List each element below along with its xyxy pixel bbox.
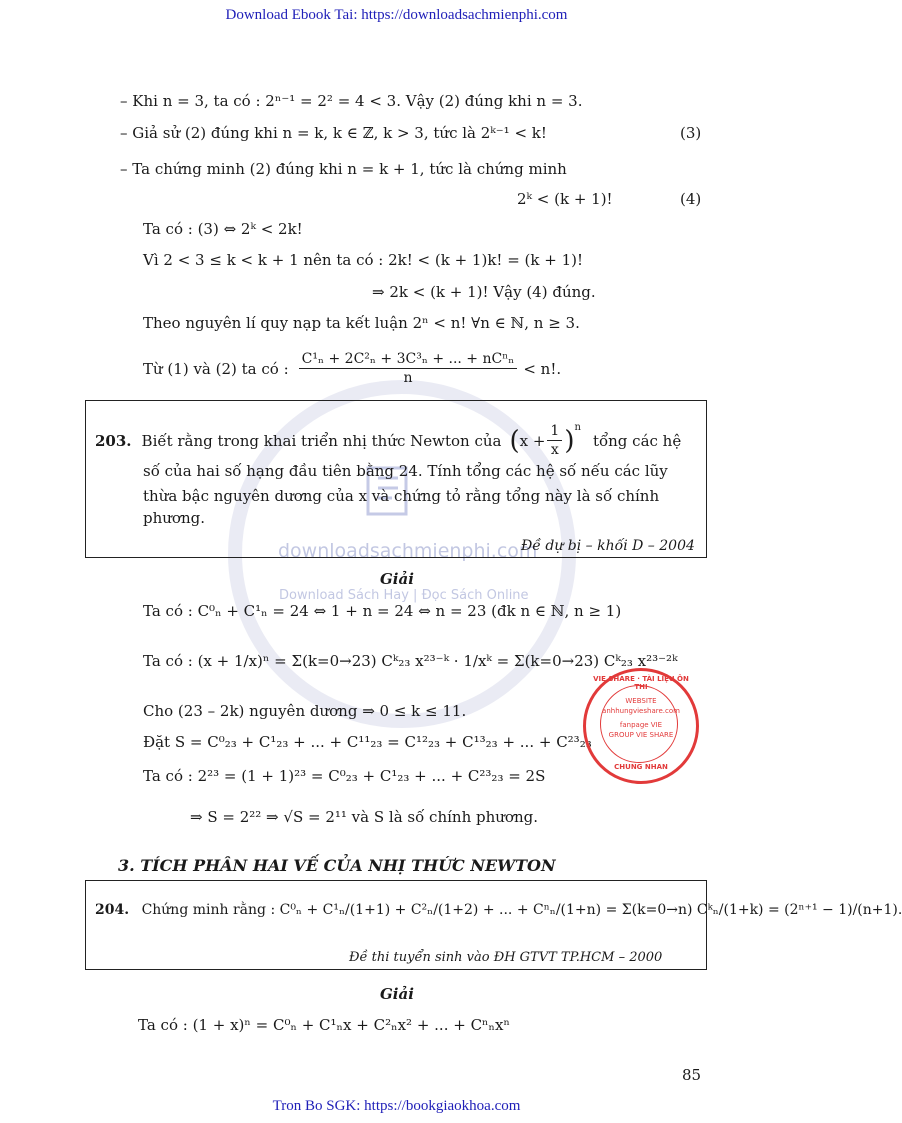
section-3-title: 3. TÍCH PHÂN HAI VẾ CỦA NHỊ THỨC NEWTON — [118, 856, 556, 875]
problem-203-source: Đề dự bị – khối D – 2004 — [521, 538, 695, 554]
solution-203-line-1: Ta có : C⁰ₙ + C¹ₙ = 24 ⇔ 1 + n = 24 ⇔ n = 23 (đk n ∈ ℕ, n ≥ 1) — [143, 602, 622, 620]
solution-203-line-6: ⇒ S = 2²² ⇒ √S = 2¹¹ và S là số chính phương. — [190, 808, 538, 826]
stamp-line-1: WEBSITE — [625, 697, 657, 705]
footer-link[interactable] — [0, 1098, 793, 1115]
proof-line-9-prefix: Từ (1) và (2) ta có : — [143, 359, 289, 378]
footer-label: Tron Bo SGK: — [272, 1098, 361, 1114]
vie-share-stamp — [583, 668, 699, 784]
proof-line-7: ⇒ 2k < (k + 1)! Vậy (4) đúng. — [372, 283, 596, 301]
proof-line-8: Theo nguyên lí quy nạp ta kết luận 2ⁿ < n! ∀n ∈ ℕ, n ≥ 3. — [143, 314, 580, 332]
solution-203-line-4: Đặt S = C⁰₂₃ + C¹₂₃ + ... + C¹¹₂₃ = C¹²₂₃ + C¹³₂₃ + ... + C²³₂₃ — [143, 733, 592, 751]
page-number: 85 — [682, 1066, 702, 1084]
watermark-site: downloadsachmienphi.com — [278, 540, 538, 562]
problem-203-line-3: thừa bậc nguyên dương của x và chứng tỏ rằng tổng này là số chính — [143, 487, 660, 505]
solution-203-line-5: Ta có : 2²³ = (1 + 1)²³ = C⁰₂₃ + C¹₂₃ + ... + C²³₂₃ = 2S — [143, 767, 546, 785]
watermark-tagline: Download Sách Hay | Đọc Sách Online — [279, 588, 529, 603]
proof-line-9 — [143, 350, 561, 387]
problem-203-number: 203. — [95, 431, 132, 450]
proof-line-1: – Khi n = 3, ta có : 2ⁿ⁻¹ = 2² = 4 < 3. Vậy (2) đúng khi n = 3. — [120, 92, 583, 110]
footer-url[interactable]: https://bookgiaokhoa.com — [364, 1098, 521, 1114]
equation-tag-4: (4) — [680, 190, 702, 208]
stamp-line-2: anhhungvieshare.com — [602, 707, 680, 715]
proof-line-3: – Ta chứng minh (2) đúng khi n = k + 1, tức là chứng minh — [120, 160, 567, 178]
stamp-line-4: GROUP VIE SHARE — [608, 731, 674, 739]
solution-204-title: Giải — [380, 985, 414, 1003]
sum-fraction — [299, 350, 518, 387]
solution-204-line-1: Ta có : (1 + x)ⁿ = C⁰ₙ + C¹ₙx + C²ₙx² + ... + Cⁿₙxⁿ — [138, 1016, 510, 1034]
header-download-link[interactable] — [0, 7, 793, 24]
problem-203-line-2: số của hai số hạng đầu tiên bằng 24. Tính tổng các hệ số nếu các lũy — [143, 462, 668, 480]
proof-line-6: Vì 2 < 3 ≤ k < k + 1 nên ta có : 2k! < (k + 1)k! = (k + 1)! — [143, 251, 584, 269]
problem-204-text: Chứng minh rằng : C⁰ₙ + C¹ₙ/(1+1) + C²ₙ/(1+2) + ... + Cⁿₙ/(1+n) = Σ(k=0→n) Cᵏₙ/(1+k) = (2ⁿ⁺¹ − 1)/(n+1). — [141, 902, 902, 918]
problem-204-line — [95, 902, 902, 918]
stamp-ring-bottom: CHUNG NHAN — [614, 763, 668, 771]
problem-204-number: 204. — [95, 902, 130, 918]
stamp-ring-top: VIE SHARE · TÀI LIỆU ÔN THI — [593, 675, 689, 691]
problem-203-text-1-end: tổng các hệ — [592, 431, 682, 450]
problem-203-line-1: 203. Biết rằng trong khai triển nhị thức Newton của ( x + $\frac{1}{x}$ ) $^n$ tổng các hệ — [95, 422, 682, 458]
equation-tag-3: (3) — [680, 124, 702, 142]
problem-203-text-1: Biết rằng trong khai triển nhị thức Newton của — [141, 431, 502, 450]
stamp-line-3: fanpage VIE — [619, 721, 663, 729]
solution-203-title: Giải — [380, 570, 414, 588]
solution-203-line-3: Cho (23 – 2k) nguyên dương ⇒ 0 ≤ k ≤ 11. — [143, 702, 467, 720]
header-label: Download Ebook Tai: — [225, 7, 358, 23]
solution-203-line-2: Ta có : (x + 1/x)ⁿ = Σ(k=0→23) Cᵏ₂₃ x²³⁻ᵏ · 1/xᵏ = Σ(k=0→23) Cᵏ₂₃ x²³⁻²ᵏ — [143, 652, 678, 670]
header-url[interactable]: https://downloadsachmienphi.com — [361, 7, 568, 23]
sum-fraction-numerator: C¹ₙ + 2C²ₙ + 3C³ₙ + ... + nCⁿₙ — [299, 350, 518, 369]
problem-203-line-4: phương. — [143, 509, 205, 527]
proof-line-2: – Giả sử (2) đúng khi n = k, k ∈ ℤ, k > 3, tức là 2ᵏ⁻¹ < k! — [120, 124, 547, 142]
problem-203-fraction: $\frac{1}{x}$ — [547, 422, 562, 459]
sum-fraction-denominator: n — [403, 370, 413, 386]
proof-line-5: Ta có : (3) ⇔ 2ᵏ < 2k! — [143, 220, 303, 238]
problem-204-source: Đề thi tuyển sinh vào ĐH GTVT TP.HCM – 2000 — [349, 950, 663, 965]
proof-line-9-suffix: < n!. — [523, 359, 562, 378]
proof-line-4: 2ᵏ < (k + 1)! — [517, 190, 613, 208]
